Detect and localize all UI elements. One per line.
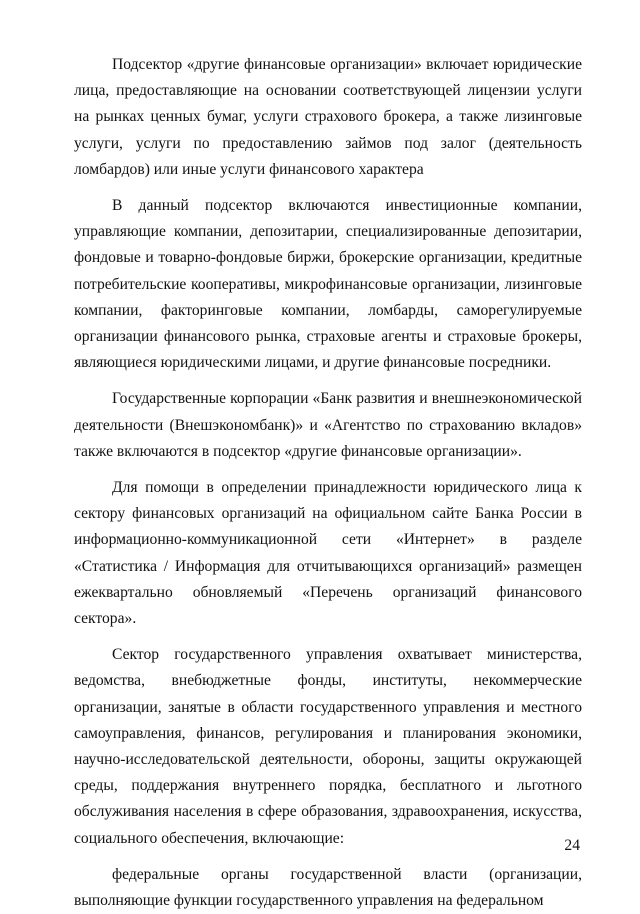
paragraph-subsector-members: В данный подсектор включаются инвестиционные компании, управляющие компании, депозитарии, специализированные депозитарии, фондовые и товарно-фондовые биржи, брокерские организации, кредитные потребительские кооперативы, микрофинансовые организации, лизинговые компании, факторинговые компании, ломбарды, саморегулируемые организации финансового рынка, страховые агенты и страховые брокеры, являющиеся юридическими лицами, и другие финансовые посредники.: [74, 197, 582, 372]
document-body: [74, 52, 582, 914]
page-number: 24: [564, 837, 580, 854]
paragraph-bank-of-russia-list: Для помощи в определении принадлежности юридического лица к сектору финансовых организаций на официальном сайте Банка России в информационно-коммуникационной сети «Интернет» в разделе «Статистика / Информация для отчитывающихся организаций» размещен ежеквартально обновляемый «Перечень организаций финансового сектора».: [74, 479, 582, 628]
paragraph-government-sector: Сектор государственного управления охватывает министерства, ведомства, внебюджетные фонды, институты, некоммерческие организации, занятые в области государственного управления и местного самоуправления, финансов, регулирования и планирования экономики, научно-исследовательской деятельности, обороны, защиты окружающей среды, поддержания внутреннего порядка, бесплатного и льготного обслуживания населения в сфере образования, здравоохранения, искусства, социального обеспечения, включающие:: [74, 646, 582, 847]
paragraph-federal-authorities: федеральные органы государственной власти (организации, выполняющие функции государственного управления на федеральном: [74, 865, 582, 910]
paragraph-other-financial-organizations: Подсектор «другие финансовые организации» включает юридические лица, предоставляющие на основании соответствующей лицензии услуги на рынках ценных бумаг, услуги страхового брокера, а также лизинговые услуги, услуги по предоставлению займов под залог (деятельность ломбардов) или иные услуги финансового характера: [74, 56, 582, 178]
paragraph-state-corporations: Государственные корпорации «Банк развития и внешнеэкономической деятельности (Внешэкономбанк)» и «Агентство по страхованию вкладов» также включаются в подсектор «другие финансовые организации».: [74, 390, 582, 460]
